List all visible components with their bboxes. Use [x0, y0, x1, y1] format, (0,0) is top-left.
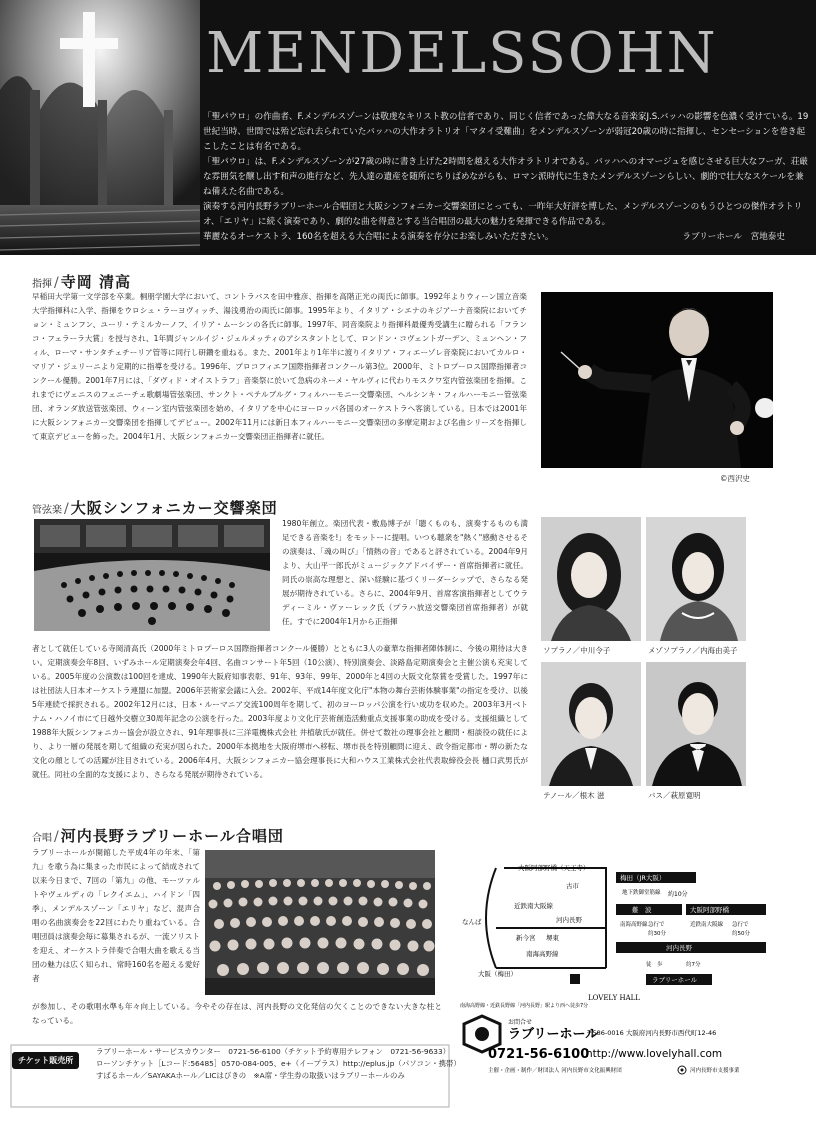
map-station: 大阪阿部野橋（天王寺）	[518, 864, 590, 872]
route-kintetsu-time: 約50分	[732, 931, 750, 937]
orchestra-heading: 管弦楽 / 大阪シンフォニカー交響楽団	[32, 499, 278, 517]
header-banner	[0, 0, 816, 255]
route-nankai-time: 約30分	[648, 931, 666, 937]
conductor-bio: 早稲田大学第一文学部を卒業。桐朋学園大学において、コントラバスを田中雅彦、指揮を高階正光の両氏に師事。1992年よりウィーン国立音楽大学指揮科に入学、指揮をウロシュ・ラーヨヴィッチ、湯浅勇治の両氏に師事。1995年より、イタリア・シエナのキジアーナ音楽院においてチョン・ミュンフン、ユーリ・テミルカーノフ、イリア・ムーシンの各氏に師事。1997年、同音楽院より指揮科最優秀受講生に贈られる「フランコ・フェラーラ大賞」を授与され、1年間ジャンルイジ・ジェルメッティのアシスタントとして、ロンドン・コヴェントガーデン、ミュンヘン・フィル、ローマ・サンタチェチーリア管等に同行し研鑽を重ねる。また、2001年より1年半に渡りイタリア・フィエーゾレ音楽院においてカルロ・マリア・ジュリーニより定期的に指導を受ける。1996年、プロコフィエフ国際指揮者コンクール第3位。2000年、ミトロプーロス国際指揮者コンクール優勝。2001年7月には、「ダヴィド・オイストラフ」音楽祭に於いて急病のネーメ・ヤルヴィに代わりモスクワ室内管弦楽団を指揮。これまでにヴェニスのフェニーチェ歌劇場管弦楽団、サンクト・ペテルブルグ・フィルハーモニー交響楽団、ヘルシンキ・フィルハーモニー管弦楽団、オランダ放送管弦楽団、ウィーン室内管弦楽団を始め、イタリアを中心にヨーロッパ各国のオーケストラへ客演している。日本では2001年に大阪シンフォニカー交響楽団を指揮してデビュー。2002年11月には新日本フィルハーモニー交響楽団の多摩定期および名曲シリーズを指揮して東京デビューを飾った。2004年1月、大阪シンフォニカー交響楽団正指揮者に就任。	[32, 292, 527, 441]
contact-block	[458, 1010, 808, 1110]
intro-paragraph: 演奏する河内長野ラブリーホール合唱団と大阪シンフォニカー交響楽団にとっても、一昨年大好評を博した、メンデルスゾーンのもうひとつの傑作オラトリオ、「エリヤ」に続く演奏であり、劇的な曲を得意とする当合唱団の最大の魅力を発揮できる作品である。	[203, 202, 803, 227]
route-kintetsu: 近鉄南大阪線	[690, 922, 724, 928]
orchestra-name: 大阪シンフォニカー交響楽団	[70, 499, 278, 517]
orchestra-photo	[34, 519, 270, 631]
soloist-caption: テノール／根木 滋	[543, 791, 605, 800]
choir-photo	[205, 850, 435, 995]
ticket-line: ラブリーホール・サービスカウンター 0721-56-6100（チケット予約専用テレフォン 0721-56-9633）	[96, 1047, 451, 1056]
contact-address: 〒586-0016 大阪府河内長野市西代町12-46	[586, 1029, 717, 1037]
route-namba: 難 波	[632, 906, 652, 914]
route-hall: ラブリーホール	[652, 976, 698, 984]
ticket-line: ローソンチケット［Lコード:56485］0570-084-005、e+（イープラス）http://eplus.jp（パソコン・携帯）	[96, 1059, 461, 1068]
intro-text	[203, 110, 809, 245]
choir-bio-bottom: が参加し、その歌唱水準も年々向上している。今やその存在は、河内長野の文化発信の欠くことのできない大きな柱となっている。	[32, 1002, 442, 1025]
map-station: 古市	[566, 882, 579, 890]
orchestra-role: 管弦楽	[32, 505, 62, 516]
ticket-line: すばるホール／SAYAKAホール／LICはびきの ※A席・学生券の取扱いはラブリーホールのみ	[96, 1071, 405, 1080]
choir-role: 合唱	[32, 833, 52, 844]
route-walk-time: 約7分	[686, 962, 701, 968]
choir-bio-side: ラブリーホールが開館した平成4年の年末、「第九」を歌う為に集まった市民によって結成されて以来今日まで、7回の「第九」の他、モーツァルトやヴェルディの「レクイエム」、ハイドン「四季」、メンデルスゾーン「エリヤ」など、混声合唱の名曲演奏会を22回にわたり重ねている。合唱団員は演奏会毎に募集されるが、一流ソリストを迎え、オーケストラ伴奏で合唱大曲を歌える当団の魅力は広く知られ、常時160名を超える愛好者	[32, 848, 200, 983]
route-subway: 地下鉄御堂筋線	[622, 890, 661, 896]
contact-hall-name: ラブリーホール	[508, 1027, 599, 1042]
route-nankai: 南海高野線	[620, 922, 648, 928]
route-umeda: 梅田（JR大阪）	[620, 874, 666, 882]
page-title: MENDELSSOHN	[206, 21, 718, 86]
map-station: なんば	[462, 918, 482, 926]
map-line: 南海高野線	[526, 950, 559, 958]
soloist-caption: ソプラノ／中川令子	[543, 646, 611, 655]
orchestra-bio-bottom: 者として就任している寺岡清高氏（2000年ミトロプーロス国際指揮者コンクール優勝）とともに3人の豪華な指揮者陣体制に、今後の期待は大きい。定期演奏会年8回、いずみホール定期演奏会年4回、名曲コンサート年5回（10公演）、特別演奏会、淡路島定期演奏会と主催公演も充実している。2005年度の公演数は100回を達成、1990年大阪府知事表彰、91年、93年、99年、2000年と4回の大阪文化祭賞を受賞した。1997年には社団法人日本オーケストラ連盟に加盟。2006年芸術家会議に入会。2002年、平成14年度文化庁"本物の舞台芸術体験事業"の指定を受け、以後5年連続で採択される。2002年12月には、日本・ルーマニア交流100周年を期して、初のヨーロッパ公演を行い成功を収めた。2003年3月ベトナム・ハノイ市にて日越外交樹立30周年記念の公演を行った。2003年度より文化庁芸術創造活動重点支援事業の助成を受ける。支援組織として1988年大阪シンフォニカー協会が設立され、91年理事長に三洋電機株式会社 井植敏氏が就任。併せて数社の理事会社と顧問・相談役の就任により、より一層の発展を期して組織の充実が図られた。2000年本拠地を大阪府堺市へ移転、堺市長を特別顧問に迎え、政令指定都市・堺の新たな文化の顔としての活躍が注目されている。2006年4月、大阪シンフォニカー協会理事長に大和ハウス工業株式会社代表取締役会長 樋口武男氏が就任。同社の全面的な支援により、さらなる発展が期待されている。	[32, 644, 528, 779]
photo-credit: ©西沢史	[720, 474, 750, 483]
soloist-caption: バス／萩原寛明	[648, 791, 701, 800]
access-map	[456, 858, 806, 1008]
orchestra-bio-top: 1980年創立。楽団代表・敷島博子が「聴くものも、演奏するものも満足できる音楽を!」をモットーに提唱。いつも聴衆を"熱く"感動させるその演奏は、「魂の叫び」「情熱の音」であると評されている。2004年9月より、大山平一郎氏がミュージックアドバイザー・首席指揮者に就任。同氏の崇高な理想と、深い経験に基づくリーダーシップで、さらなる発展が期待されている。さらに、2004年9月、首席客演指揮者としてウラディーミル・ヴァーレック氏（プラハ放送交響楽団首席指揮者）が就任。すでに2004年1月から正指揮	[282, 519, 528, 626]
cross-icon	[83, 12, 95, 107]
conductor-role: 指揮	[32, 279, 52, 290]
venue-label: LOVELY HALL	[588, 994, 640, 1002]
map-station: 新今宮	[516, 934, 536, 942]
soloist-caption: メゾソプラノ／内海由美子	[648, 646, 738, 655]
route-kintetsu-type: 急行で	[732, 922, 749, 928]
contact-phone: 0721-56-6100	[488, 1047, 590, 1062]
conductor-name: 寺岡 清高	[60, 273, 131, 291]
intro-signature: ラブリーホール 宮地泰史	[682, 232, 785, 242]
map-note: 南海高野線・近鉄長野線「河内長野」駅より西へ徒歩7分	[460, 1003, 589, 1008]
soloist-photo-tenor	[541, 662, 641, 786]
support-credit: 河内長野市支援事業	[690, 1068, 740, 1074]
map-station: 堺東	[546, 934, 559, 942]
intro-paragraph: 華麗なるオーケストラ、160名を超える大合唱による演奏を存分にお楽しみいただきたい。 ラブリーホール 宮地泰史	[203, 230, 809, 245]
soloist-photo-bass	[646, 662, 746, 786]
route-nankai-type: 急行で	[648, 922, 665, 928]
route-abeno: 大阪阿部野橋	[690, 906, 729, 914]
route-kawachi: 河内長野	[666, 944, 692, 952]
conductor-heading: 指揮 / 寺岡 清高	[32, 273, 131, 291]
map-line: 近鉄南大阪線	[514, 902, 553, 910]
inquiry-label: お問合せ	[508, 1019, 533, 1026]
map-station: 河内長野	[556, 916, 582, 924]
cathedral-interior-image	[0, 0, 200, 255]
ticket-outlets	[96, 1046, 461, 1082]
map-station: 大阪（梅田）	[478, 970, 517, 978]
city-emblem-icon	[678, 1066, 686, 1074]
intro-paragraph: 「聖パウロ」は、F.メンデルスゾーンが27歳の時に書き上げた2時間を越える大作オラトリオである。バッハへのオマージュを感じさせる巨大なフーガ、荘厳な雰囲気を醸し出す和声の進行など、先人達の遺産を随所にちりばめながらも、ロマン派時代に生きたメンデルスゾーンらしい、劇的で壮大なスケールを兼ね備えた名曲である。	[203, 157, 809, 197]
intro-paragraph: 「聖パウロ」の作曲者、F.メンデルスゾーンは敬虔なキリスト教の信者であり、同じく信者であった偉大なる音楽家J.S.バッハの影響を色濃く受けている。19世紀当時、世間では殆ど忘れ去られていたバッハの大作オラトリオ「マタイ受難曲」をメンデルスゾーンが弱冠20歳の時に指揮し、センセーションを巻き起こしたことは有名である。	[203, 112, 809, 152]
organizer-credit: 主催・企画・制作／財団法人 河内長野市文化振興財団	[488, 1068, 622, 1074]
conductor-photo	[541, 292, 773, 468]
soloist-photo-mezzo	[646, 517, 746, 641]
soloist-photo-soprano	[541, 517, 641, 641]
choir-name: 河内長野ラブリーホール合唱団	[60, 827, 284, 845]
route-subway-time: 約10分	[668, 891, 688, 898]
route-walk: 徒 歩	[646, 962, 663, 968]
choir-heading: 合唱 / 河内長野ラブリーホール合唱団	[32, 827, 284, 845]
contact-url: http://www.lovelyhall.com	[586, 1048, 723, 1060]
ticket-outlet-label: チケット販売所	[12, 1052, 79, 1069]
